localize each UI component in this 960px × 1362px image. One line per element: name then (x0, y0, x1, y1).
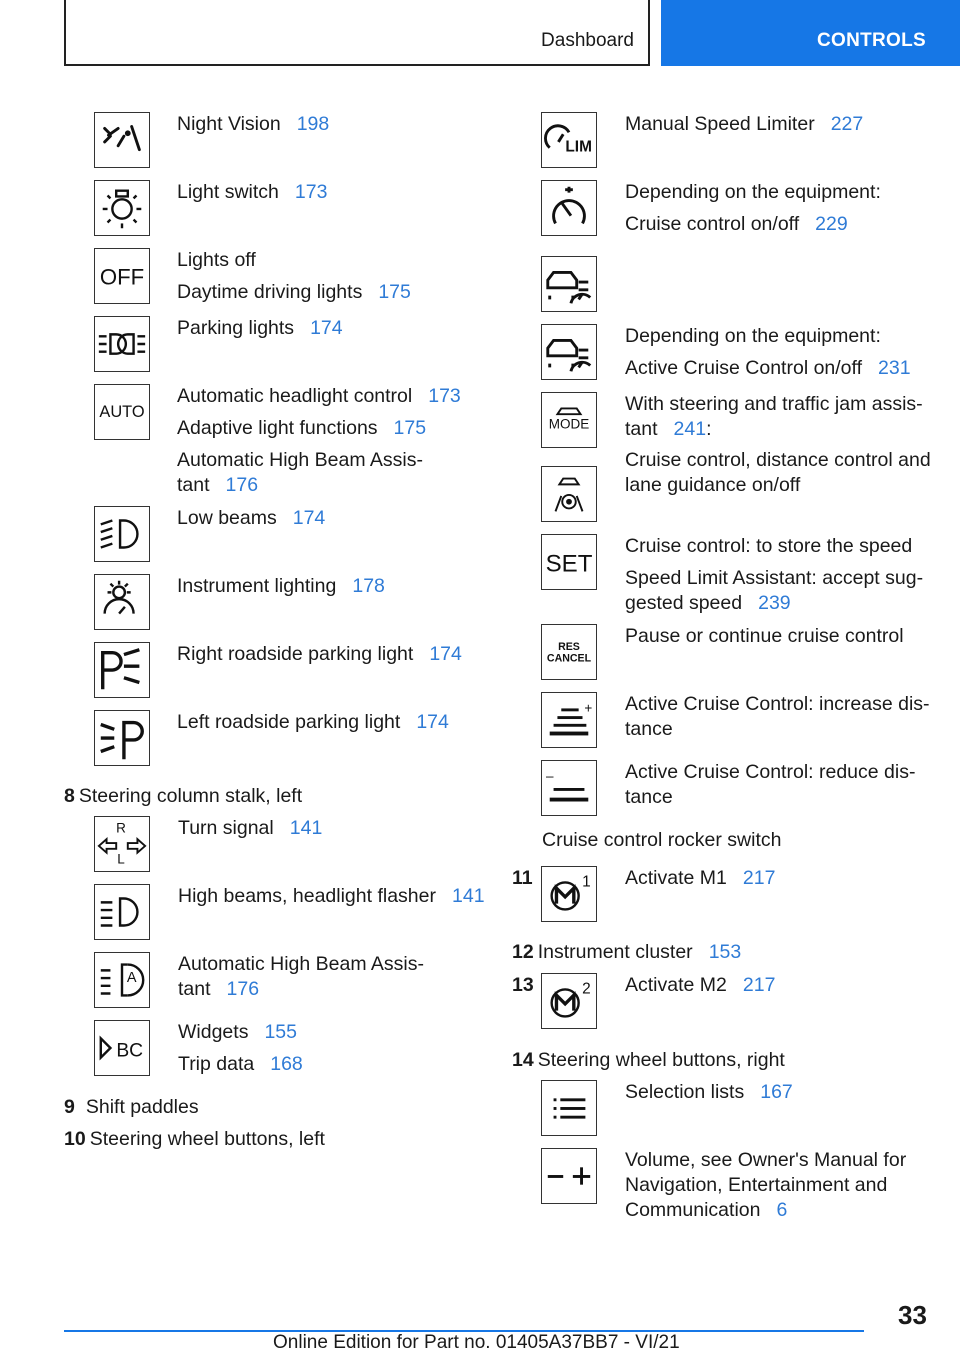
page-ref-link[interactable]: 239 (758, 592, 791, 614)
svg-text:+: + (584, 700, 593, 716)
speed-limiter-icon (541, 112, 597, 168)
turn-signal-icon (94, 816, 150, 872)
page-ref-link[interactable]: 231 (878, 357, 911, 379)
auto-high-beam-icon (94, 952, 150, 1008)
turn-signal-label: Turn signal 141 (178, 817, 323, 839)
header-chapter-title: CONTROLS (816, 30, 926, 51)
page-ref-link[interactable]: 168 (270, 1053, 303, 1075)
res-cancel-label: Pause or continue cruise control (625, 625, 904, 647)
auto-high-beam-label: Automatic High Beam Assis- tant 176 (178, 953, 425, 1000)
section-12-heading: 12 Instrument cluster 153 (512, 941, 742, 963)
page-ref-link[interactable]: 175 (393, 417, 427, 439)
speed-limiter-label: Manual Speed Limiter 227 (625, 113, 864, 135)
volume-icon (541, 1148, 597, 1204)
svg-text:MODE: MODE (548, 416, 590, 432)
distance-increase-label: Active Cruise Control: increase dis- tance (625, 693, 930, 740)
page-ref-link[interactable]: 217 (742, 974, 776, 996)
cruise-control-label: Depending on the equipment: Cruise control on/off 229 (625, 181, 881, 235)
svg-text:OFF: OFF (99, 264, 145, 290)
svg-text:R: R (116, 820, 126, 836)
page-ref-link[interactable]: 176 (225, 474, 259, 496)
auto-headlight-icon (94, 384, 150, 440)
bc-label: Widgets 155 Trip data 168 (178, 1021, 303, 1075)
cruise-control-icon (541, 180, 597, 236)
high-beams-icon (94, 884, 150, 940)
active-cruise-icon (541, 256, 597, 312)
distance-reduce-label: Active Cruise Control: reduce dis- tance (625, 761, 916, 808)
header-chapter-box (661, 0, 960, 66)
header-section-box (64, 0, 650, 66)
svg-text:1: 1 (582, 873, 591, 891)
mode-icon (541, 392, 597, 448)
section-14-heading: 14 Steering wheel buttons, right (512, 1049, 785, 1071)
page-ref-link[interactable]: 174 (292, 507, 326, 529)
auto-headlight-label: Automatic headlight control 173 Adaptive light functions 175 Automatic High Beam Assis- tant 176 (177, 385, 461, 496)
selection-lists-label: Selection lists 167 (625, 1081, 793, 1103)
distance-reduce-icon (541, 760, 597, 816)
activate-m2-icon (541, 973, 597, 1029)
rocker-switch-label: Cruise control rocker switch (542, 829, 782, 851)
page-ref-link[interactable]: 141 (289, 817, 323, 839)
right-parking-light-label: Right roadside parking light 174 (177, 643, 462, 665)
svg-text:BC: BC (116, 1040, 144, 1062)
lights-off-label: Lights off Daytime driving lights 175 (177, 249, 411, 303)
mode-label: With steering and traffic jam assis- tant 241: (625, 393, 923, 440)
page-ref-link[interactable]: 198 (296, 113, 330, 135)
header-section-title: Dashboard (541, 30, 634, 51)
page-ref-link[interactable]: 178 (352, 575, 385, 597)
activate-m2-label: Activate M2 217 (625, 974, 776, 996)
svg-text:LIM: LIM (565, 138, 592, 156)
active-cruise-control-label: Depending on the equipment: Active Cruise Control on/off 231 (625, 325, 911, 379)
lights-off-icon (94, 248, 150, 304)
low-beams-label: Low beams 174 (177, 507, 326, 529)
lane-guidance-icon (541, 466, 597, 522)
right-parking-light-icon (94, 642, 150, 698)
page-ref-link[interactable]: 167 (760, 1081, 793, 1103)
active-cruise-control-icon (541, 324, 597, 380)
lane-guidance-label: Cruise control, distance control and lane guidance on/off (625, 449, 931, 496)
page-ref-link[interactable]: 173 (294, 181, 328, 203)
night-vision-icon (94, 112, 150, 168)
left-parking-light-icon (94, 710, 150, 766)
bc-icon (94, 1020, 150, 1076)
instrument-lighting-icon (94, 574, 150, 630)
page-ref-link[interactable]: 176 (226, 978, 260, 1000)
page-ref-link[interactable]: 141 (452, 885, 485, 907)
selection-lists-icon (541, 1080, 597, 1136)
page-ref-link[interactable]: 153 (708, 941, 742, 963)
section-10-heading: 10 Steering wheel buttons, left (64, 1128, 325, 1150)
page-ref-link[interactable]: 174 (310, 317, 343, 339)
light-switch-icon (94, 180, 150, 236)
svg-text:2: 2 (582, 980, 591, 998)
page-ref-link[interactable]: 173 (428, 385, 461, 407)
parking-lights-icon (94, 316, 150, 372)
page-number: 33 (898, 1300, 927, 1330)
section-13-number: 13 (512, 974, 534, 996)
svg-text:SET: SET (545, 550, 593, 578)
set-label: Cruise control: to store the speed Speed Limit Assistant: accept sug- gested speed 239 (625, 535, 924, 614)
distance-increase-icon (541, 692, 597, 748)
footer-edition: Online Edition for Part no. 01405A37BB7 - VI/21 (273, 1332, 680, 1353)
low-beams-icon (94, 506, 150, 562)
page-ref-link[interactable]: 174 (429, 643, 462, 665)
page-ref-link[interactable]: 155 (264, 1021, 297, 1043)
activate-m1-label: Activate M1 217 (625, 867, 776, 889)
page-ref-link[interactable]: 217 (742, 867, 776, 889)
svg-text:RES: RES (558, 641, 580, 654)
instrument-lighting-label: Instrument lighting 178 (177, 575, 385, 597)
svg-text:CANCEL: CANCEL (546, 652, 592, 665)
svg-text:–: – (545, 768, 554, 784)
section-11-number: 11 (512, 867, 533, 889)
svg-text:A: A (126, 969, 137, 986)
page-ref-link[interactable]: 174 (416, 711, 449, 733)
left-parking-light-label: Left roadside parking light 174 (177, 711, 449, 733)
section-8-heading: 8 Steering column stalk, left (64, 785, 303, 807)
page-ref-link[interactable]: 175 (378, 281, 411, 303)
page-ref-link[interactable]: 6 (776, 1199, 788, 1221)
res-cancel-icon (541, 624, 597, 680)
svg-text:L: L (117, 851, 125, 867)
light-switch-label: Light switch 173 (177, 181, 328, 203)
night-vision-label: Night Vision 198 (177, 113, 330, 135)
volume-label: Volume, see Owner's Manual for Navigation, Entertainment and Communication 6 (625, 1149, 907, 1221)
page-ref-link[interactable]: 229 (815, 213, 848, 235)
svg-text:AUTO: AUTO (99, 402, 145, 421)
section-9-heading: 9 Shift paddles (64, 1096, 199, 1118)
parking-lights-label: Parking lights 174 (177, 317, 343, 339)
page-ref-link[interactable]: 241 (673, 418, 707, 440)
high-beams-label: High beams, headlight flasher 141 (178, 885, 485, 907)
activate-m1-icon (541, 866, 597, 922)
page-ref-link[interactable]: 227 (830, 113, 864, 135)
set-icon (541, 534, 597, 590)
